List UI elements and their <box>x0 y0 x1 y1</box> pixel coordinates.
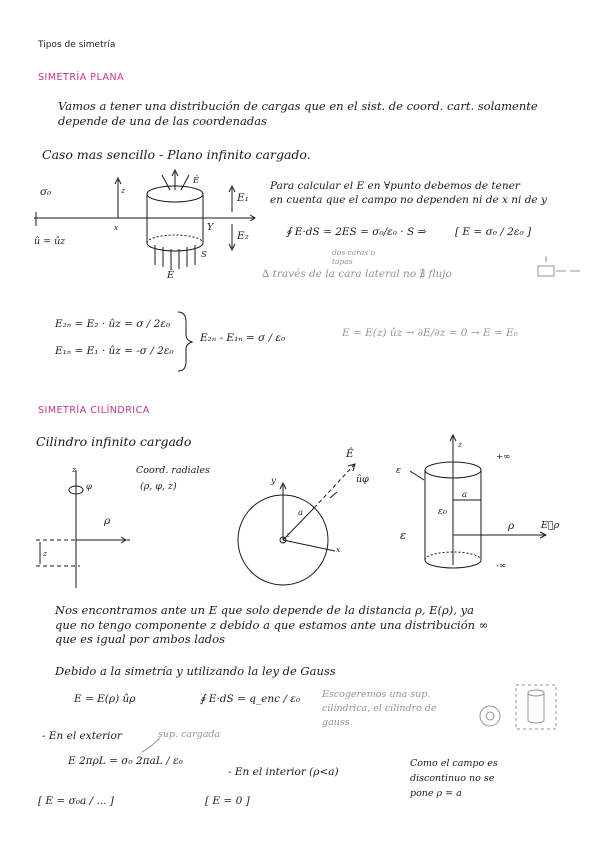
rho-label: ρ <box>104 515 111 527</box>
sigma-cyl-label: ε <box>396 465 402 476</box>
coords-line-2: (ρ, φ, z) <box>140 481 177 492</box>
eq-bottom-interior: [ E = 0 ] <box>205 795 250 807</box>
section-heading-plana: SIMETRÍA PLANA <box>38 72 125 83</box>
discontinuity-note-1: Como el campo es <box>410 758 498 769</box>
S-label: S <box>201 250 207 260</box>
E1-label: E₁ <box>237 192 249 204</box>
gauss-result-plane: [ E = σ₀ / 2ε₀ ] <box>455 226 532 238</box>
y-label: Y <box>207 222 214 233</box>
x-label: x <box>114 223 119 232</box>
coords-line-1: Coord. radiales <box>136 465 210 476</box>
gray-note-line-2: cilíndrica, el cilindro de <box>322 703 437 714</box>
minus-infinity-label: -∞ <box>496 561 506 571</box>
eq-E2n: E₂ₙ = E₂ · ûz = σ / 2ε₀ <box>55 318 171 330</box>
circle-x-label: x <box>336 545 341 554</box>
discontinuity-note-2: discontinuo no se <box>410 773 495 784</box>
line-z2-label: z <box>43 549 47 558</box>
discontinuity-note-3: pone ρ = a <box>410 788 462 799</box>
calc-line-1: Para calcular el E en ∀punto debemos de tener <box>270 180 520 192</box>
plana-intro-line-2: depende de una de las coordenadas <box>58 114 267 128</box>
E-bottom-label: Ē <box>167 270 174 281</box>
eq-bottom-exterior: [ E = σ₀a / ... ] <box>38 795 114 807</box>
sigma-label: σ₀ <box>40 186 52 198</box>
plus-infinity-label: +∞ <box>496 452 511 462</box>
u-phi-label: ûφ <box>356 474 369 485</box>
E-rho-label: E⃗ρ <box>541 520 560 531</box>
cyl-para-line-2: que no tengo componente z debido a que estamos ante una distribución ∞ <box>55 618 489 632</box>
calc-line-2: en cuenta que el campo no dependen ni de x ni de y <box>270 194 547 206</box>
cilindrica-example: Cilindro infinito cargado <box>36 434 192 449</box>
page-title: Tipos de simetría <box>38 40 116 50</box>
plana-example: Caso mas sencillo - Plano infinito cargado. <box>42 147 311 162</box>
eq-gauss-law: ∮ E·dS = q_enc / ε₀ <box>200 693 301 705</box>
gauss-equation-plane: ∮ E·dS = 2ES = σ₀/ε₀ · S ⇒ <box>286 226 427 238</box>
cylinder-rho-label: ρ <box>508 520 515 532</box>
interior-label: - En el interior (ρ<a) <box>228 766 339 778</box>
epsilon-label: ε <box>400 528 407 542</box>
exterior-label: - En el exterior <box>42 730 122 742</box>
gray-note-line-1: Escogeremos una sup. <box>322 689 431 700</box>
note-lateral-flux: ∆ través de la cara lateral no ∄ flujo <box>262 268 452 280</box>
phi-label: φ <box>86 482 92 492</box>
eq-exterior: E 2πρL = σ₀ 2πaL / ε₀ <box>68 755 183 767</box>
gauss-intro: Debido a la simetría y utilizando la ley de Gauss <box>55 664 336 678</box>
cyl-para-line-3: que es igual por ambos lados <box>55 632 225 646</box>
section-heading-cilindrica: SIMETRÍA CILÍNDRICA <box>38 405 150 416</box>
normal-vector-label: û = ûz <box>34 236 66 247</box>
line-z-label: z <box>72 465 76 474</box>
cyl-para-line-1: Nos encontramos ante un E que solo depende de la distancia ρ, E(ρ), ya <box>55 603 474 617</box>
eq-E1n: E₁ₙ = E₁ · ûz = -σ / 2ε₀ <box>55 345 174 357</box>
z-label: z <box>121 186 125 195</box>
gray-note-line-3: gauss <box>322 717 350 728</box>
circle-z-label: z <box>286 530 290 539</box>
plana-intro-line-1: Vamos a tener una distribución de cargas que en el sist. de coord. cart. solamente <box>58 99 538 113</box>
sup-cargada-note: sup. cargada <box>158 729 221 740</box>
eq-difference: E₂ₙ - E₁ₙ = σ / ε₀ <box>200 332 286 344</box>
circle-y-label: y <box>271 476 276 486</box>
E2-label: E₂ <box>237 230 249 242</box>
E-top-label: Ê <box>193 176 200 186</box>
cylinder-a-label: a <box>462 490 468 500</box>
eq-E-rho: E = E(ρ) ûρ <box>74 693 136 705</box>
E-hat-label: Ê <box>346 448 354 460</box>
eq-gray-constant: E = E(z) ûz → ∂E/∂z = 0 → E = E₀ <box>342 327 518 339</box>
circle-a-label: a <box>298 508 304 518</box>
epsilon-inner-label: ε₀ <box>438 506 447 517</box>
cylinder-z-label: z <box>458 440 462 449</box>
note-tapas: dos caras o tapas <box>332 248 376 266</box>
